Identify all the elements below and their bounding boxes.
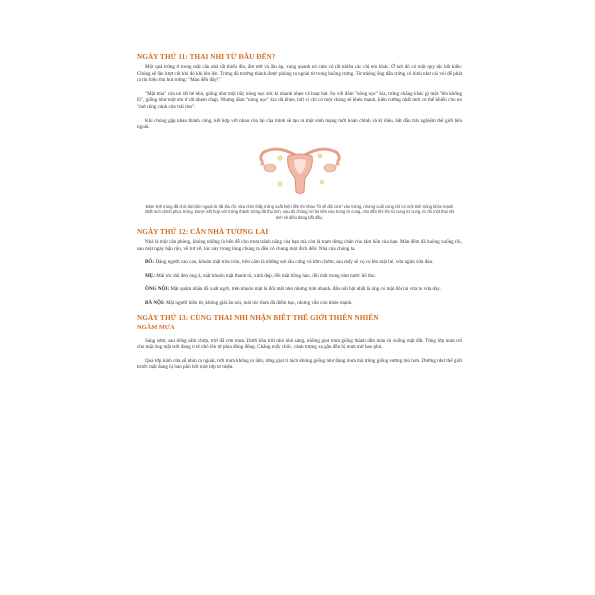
family-entry-grandpa — [137, 286, 462, 293]
document-page — [137, 53, 462, 378]
section-day-12 — [137, 228, 462, 307]
entry-label: MẸ: — [145, 272, 155, 279]
entry-label: BÀ NỘI: — [145, 299, 165, 306]
entry-label: BỐ: — [145, 259, 155, 266]
paragraph: "Mật mía" của nó rất bé nhỏ, giống như một bầy nòng nọc sức kì nhanh nhẹn và hoạt bát. So với đám "nòng nọc" kia, trứng chẳng khác gì một "tên khổng lồ", giống như một em ở rất nhẹm chạp. Nhưng đám "nòng nọc" kia rất khỏe, bởi vì chỉ có một chàng sẽ khéo mạnh, kiên cường nhất mới có thể khiến cho nó "mở rộng cánh cửa trái tim". — [137, 90, 462, 110]
section-title: NGÀY THỨ 13: CÙNG THAI NHI NHẬN BIẾT THẾ GIỚI THIÊN NHIÊN — [137, 313, 379, 322]
section-subtitle: NGẮM MƯA — [137, 323, 175, 331]
section-title: NGÀY THỨ 12: CĂN NHÀ TƯƠNG LAI — [137, 227, 269, 236]
entry-text: Mái tóc dài đen óng ả, mặt khuôn mặt thanh tú, xinh đẹp, đôi mắt hồng hào, đôi mắt trong như nước hồ thu. — [156, 272, 376, 279]
figure-caption: Đám tinh trùng đã chờ đợi bên ngoài từ rất lâu rồi, vừa nhìn thấy trứng xuất hiện liền thi nhau "lũ về đôi cửa" vào trứng, nhưng cuối cùng chỉ có một tinh trùng khỏe mạnh nhất mới chinh phục trứng. Được kết hợp với trứng thành trứng đã thụ tinh, sau đó chúng rời bỏ tiên vào trong tử cung, cho đến khi lên tử cung từ cung, từ đó một thai nhi tinh sẽ điều đang bắt đầu. — [144, 203, 455, 220]
paragraph: Một quả trứng ở trong mặt căn nhà rất thiếu đm, ẩm ướt và ấm áp, xung quanh nó cảm có rất nhiều các chị em khác. Ở nơi đó có một quy tắc bất kiến: Chúng sẽ lần lượt cốt khi đó khi lên lên. Trứng đã trưởng thành được phóng ra ngoài từ trong buồng trứng. Từ miệng ống dẫn trứng có hình như cái vòi để phát ra tín hiệu thu hút trứng: "Mau đến đây!" — [137, 64, 462, 84]
family-entry-dad — [137, 259, 462, 266]
paragraph: Qua lớp kính cửa sổ nhìn ra ngoài, trời mưa không to lắm, từng giọt tí tách không giống như đang mưa mà trông giống sương mù hơn. Dường như thế giới trước mặt đang bị bao phủ bởi một lớp tơ nhện. — [137, 357, 462, 371]
section-title: NGÀY THỨ 11: THAI NHI TỪ ĐÂU ĐẾN? — [137, 53, 276, 61]
section-day-11 — [137, 53, 462, 220]
paragraph: Sáng sớm, sau tiếng sấm chớp, trời đã cơn mưa. Dưới bầu trời nhỏ nhỏ sáng, những giọt mưa giống thành tấm màn rủ xuống mặt đất. Từng lớp mưa rơi cho mặt ông mặt trời đang tỉ tê nhỏ lên từ phía đông đông. Chẳng mấy chốc, cảnh tượng xa gần đều bị mưa mờ bao phủ. — [137, 337, 462, 351]
entry-text: Mặt người hiền từ, không giải ăn nói, mái tóc thưa đã điểm bạc, nhưng vẫn còn khỏe mạnh. — [165, 299, 353, 306]
entry-label: ÔNG NỘI: — [145, 286, 170, 293]
section-day-13 — [137, 314, 462, 371]
entry-text: Mặt quằm nhăn đã xuất ngời, trên khuôn mặt là đôi mắt nhỏ nhưng tinh nhanh, đằn nổi bật nhất là ông có mặt đôi tai vừa to vừa dày. — [170, 286, 441, 293]
uterus-diagram-icon — [250, 138, 350, 200]
paragraph: Khi chúng gặp nhau thành công, kết hợp với nhau còn lại của mình sẽ tạo ra một sinh mạng mới hoàn chỉnh và kì diệu, bắt đầu trải nghiệm thế giới bên ngoài. — [137, 117, 462, 131]
paragraph: Nhà là một căn phòng, không những là bến đỗ cho mưa tránh nắng của bạn mà còn là trạm dừng chân cho tâm hồn của bạn. Màn đêm đã buông xuống rồi, sau một ngày bận rộn, về trở về, lúc này trong lòng chúng ta đều có chung một đích đến: Nhà của chúng ta. — [137, 238, 462, 252]
entry-text: Dáng người cao cao, khuôn mặt tròn tròn, trên cằm là những sợi râu cứng và lởm chởm, sau mấy sẽ cọ cọ lên mặt bé, vừa ngứa vừa đau. — [155, 259, 434, 266]
family-entry-grandma — [137, 300, 462, 307]
family-entry-mom — [137, 273, 462, 280]
